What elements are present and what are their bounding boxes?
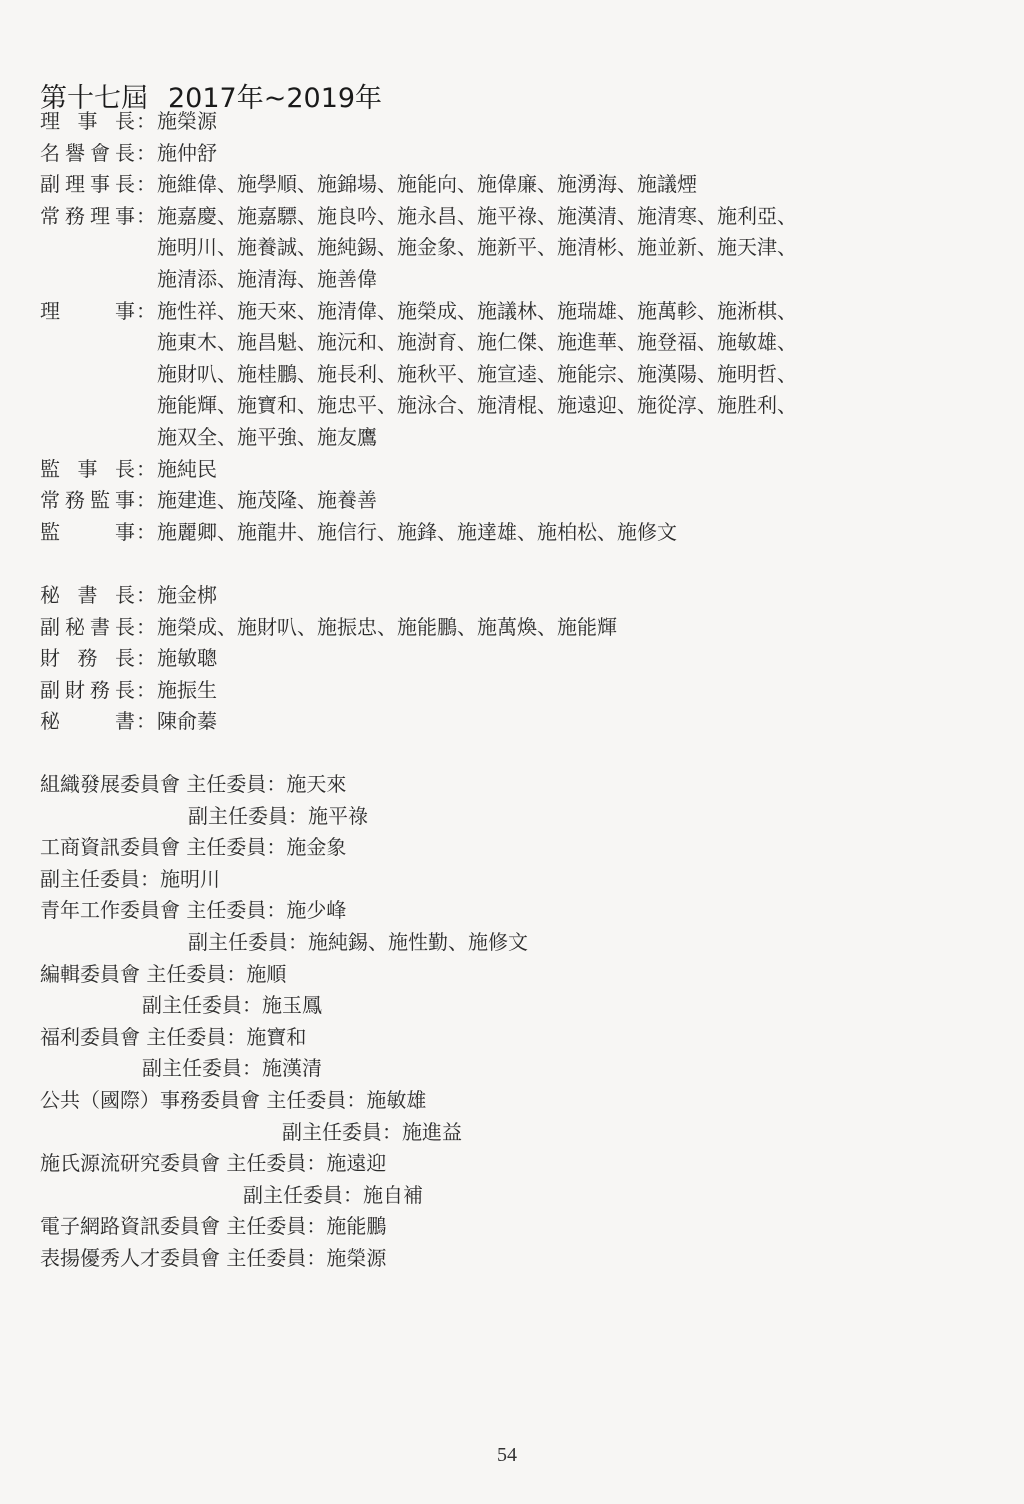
role-label-char: 書 — [115, 709, 135, 734]
role-label-char: 事 — [115, 488, 135, 513]
role-label-char: 監 — [40, 456, 60, 481]
role-label — [40, 485, 135, 517]
member-names-line: 施金梆 — [157, 583, 217, 607]
role-label-char: 事 — [115, 298, 135, 323]
role-label-char: 長 — [115, 140, 135, 165]
member-names-line: 施仲舒 — [157, 140, 217, 165]
role-label-char: 理 — [40, 298, 60, 323]
role-label-char: 副 — [40, 677, 60, 702]
term-years: 2017年~2019年 — [168, 83, 383, 114]
role-label — [40, 675, 135, 707]
committee-line — [40, 1211, 528, 1243]
member-names-line: 施敏聰 — [157, 646, 217, 671]
committee-line — [40, 990, 528, 1022]
role-label-char: 監 — [90, 488, 110, 513]
committee-line — [40, 1053, 528, 1085]
member-names — [157, 706, 217, 738]
member-names-line: 陳俞蓁 — [157, 709, 217, 734]
role-label-char: 秘 — [40, 709, 60, 734]
committee-text: 表揚優秀人才委員會 主任委員：施榮源 — [40, 1245, 387, 1270]
page-number: 54 — [497, 1444, 517, 1466]
member-names-line: 施麗卿、施龍井、施信行、施鋒、施達雄、施柏松、施修文 — [157, 519, 677, 544]
member-names-line: 施明川、施養誠、施純錫、施金象、施新平、施清彬、施並新、施天津、 — [157, 235, 797, 260]
roster-row — [40, 580, 617, 612]
role-label-char: 譽 — [65, 140, 85, 165]
role-label — [40, 138, 135, 170]
role-label-char: 會 — [90, 140, 110, 165]
roster-row — [40, 201, 797, 296]
committee-text: 工商資訊委員會 主任委員：施金象 — [40, 835, 347, 860]
role-label — [40, 643, 135, 675]
roster-row — [40, 675, 617, 707]
roster-row — [40, 612, 617, 644]
member-names-line: 施振生 — [157, 677, 217, 702]
committee-line — [40, 864, 528, 896]
role-label-char: 財 — [40, 646, 60, 671]
role-label-char: 事 — [115, 519, 135, 544]
role-label-char: 秘 — [65, 614, 85, 639]
member-names — [157, 138, 217, 170]
role-label — [40, 612, 135, 644]
member-names-line: 施榮源 — [157, 109, 217, 133]
role-label-char: 長 — [115, 614, 135, 639]
member-names-line: 施能輝、施寶和、施忠平、施泳合、施清棍、施遠迎、施從淳、施胜利、 — [157, 393, 797, 418]
role-label-char: 長 — [115, 677, 135, 702]
member-names — [157, 580, 217, 612]
role-label-char: 書 — [77, 583, 98, 607]
member-names-line: 施維偉、施學順、施錦場、施能向、施偉廉、施湧海、施議煙 — [157, 172, 697, 197]
committee-text: 副主任委員：施平祿 — [188, 803, 368, 828]
member-names-line: 施建進、施茂隆、施養善 — [157, 488, 377, 513]
colon: ： — [136, 583, 156, 607]
member-names — [157, 643, 217, 675]
committee-text: 副主任委員：施純錫、施性勤、施修文 — [188, 929, 528, 954]
member-names-line: 施東木、施昌魁、施沅和、施澍育、施仁傑、施進華、施登福、施敏雄、 — [157, 330, 797, 355]
colon: ： — [136, 140, 156, 165]
member-names — [157, 612, 617, 644]
role-label-char: 事 — [90, 172, 110, 197]
member-names-line: 施榮成、施財叭、施振忠、施能鵬、施萬煥、施能輝 — [157, 614, 617, 639]
committee-line — [40, 1243, 528, 1275]
role-label-char: 理 — [90, 203, 110, 228]
colon: ： — [136, 709, 156, 734]
committee-line — [40, 1022, 528, 1054]
committee-text: 施氏源流研究委員會 主任委員：施遠迎 — [40, 1151, 387, 1176]
colon: ： — [136, 203, 156, 228]
member-names-line: 施財叭、施桂鵬、施長利、施秋平、施宣逵、施能宗、施漢陽、施明哲、 — [157, 361, 797, 386]
roster-row — [40, 706, 617, 738]
role-label-char: 常 — [40, 488, 60, 513]
committee-roster — [40, 769, 528, 1275]
role-label-char: 務 — [65, 488, 85, 513]
committee-text: 副主任委員：施玉鳳 — [142, 993, 322, 1018]
role-label-char: 事 — [115, 203, 135, 228]
member-names — [157, 517, 677, 549]
role-label-char: 務 — [65, 203, 85, 228]
committee-line — [40, 1180, 528, 1212]
roster-row — [40, 138, 797, 170]
role-label-char: 名 — [40, 140, 60, 165]
roster-row — [40, 454, 797, 486]
committee-text: 電子網路資訊委員會 主任委員：施能鵬 — [40, 1214, 387, 1239]
role-label-char: 長 — [115, 109, 135, 133]
role-label-char: 長 — [115, 172, 135, 197]
role-label-char: 秘 — [40, 583, 60, 607]
member-names — [157, 485, 377, 517]
committee-line — [40, 801, 528, 833]
role-label-char: 長 — [115, 456, 135, 481]
roster-row — [40, 517, 797, 549]
member-names — [157, 675, 217, 707]
role-label — [40, 517, 135, 549]
member-names — [157, 201, 797, 296]
role-label — [40, 706, 135, 738]
committee-text: 公共（國際）事務委員會 主任委員：施敏雄 — [40, 1087, 427, 1112]
role-label-char: 務 — [90, 677, 110, 702]
committee-text: 副主任委員：施明川 — [40, 866, 220, 891]
committee-line — [40, 959, 528, 991]
colon: ： — [136, 614, 156, 639]
colon: ： — [136, 519, 156, 544]
member-names — [157, 454, 217, 486]
committee-text: 副主任委員：施自補 — [243, 1182, 423, 1207]
committee-text: 副主任委員：施進益 — [282, 1119, 462, 1144]
role-label-char: 長 — [115, 583, 135, 607]
role-label — [40, 580, 135, 612]
member-names-line: 施双全、施平強、施友鷹 — [157, 424, 377, 449]
role-label-char: 事 — [77, 109, 98, 133]
staff-roster — [40, 580, 617, 738]
colon: ： — [136, 298, 156, 323]
colon: ： — [136, 456, 156, 481]
board-roster — [40, 106, 797, 548]
committee-text: 青年工作委員會 主任委員：施少峰 — [40, 898, 347, 923]
role-label-char: 副 — [40, 172, 60, 197]
role-label-char: 副 — [40, 614, 60, 639]
role-label — [40, 454, 135, 486]
role-label — [40, 201, 135, 233]
term-title: 第十七屆 — [40, 83, 148, 114]
roster-row — [40, 169, 797, 201]
role-label — [40, 296, 135, 328]
roster-row — [40, 485, 797, 517]
role-label-char: 長 — [115, 646, 135, 671]
role-label-char: 監 — [40, 519, 60, 544]
member-names-line: 施性祥、施天來、施清偉、施榮成、施議林、施瑞雄、施萬軫、施淅棋、 — [157, 298, 797, 323]
colon: ： — [136, 109, 156, 133]
roster-row — [40, 643, 617, 675]
role-label-char: 理 — [40, 109, 60, 133]
colon: ： — [136, 646, 156, 671]
member-names — [157, 169, 697, 201]
role-label — [40, 106, 135, 138]
member-names-line: 施嘉慶、施嘉驃、施良吟、施永昌、施平祿、施漢清、施清寒、施利亞、 — [157, 203, 797, 228]
committee-line — [40, 1085, 528, 1117]
role-label-char: 務 — [77, 646, 98, 671]
committee-text: 副主任委員：施漢清 — [142, 1056, 322, 1081]
committee-line — [40, 1117, 528, 1149]
role-label-char: 理 — [65, 172, 85, 197]
colon: ： — [136, 677, 156, 702]
committee-line — [40, 832, 528, 864]
committee-text: 組織發展委員會 主任委員：施天來 — [40, 772, 347, 796]
committee-text: 福利委員會 主任委員：施寶和 — [40, 1024, 307, 1049]
committee-line — [40, 895, 528, 927]
role-label-char: 常 — [40, 203, 60, 228]
committee-line — [40, 769, 528, 801]
role-label-char: 事 — [77, 456, 98, 481]
committee-line — [40, 927, 528, 959]
roster-row — [40, 296, 797, 454]
member-names — [157, 106, 217, 138]
colon: ： — [136, 172, 156, 197]
role-label — [40, 169, 135, 201]
member-names-line: 施純民 — [157, 456, 217, 481]
role-label-char: 書 — [90, 614, 110, 639]
committee-line — [40, 1148, 528, 1180]
committee-text: 編輯委員會 主任委員：施順 — [40, 961, 287, 986]
roster-row — [40, 106, 797, 138]
role-label-char: 財 — [65, 677, 85, 702]
member-names — [157, 296, 797, 454]
colon: ： — [136, 488, 156, 513]
member-names-line: 施清添、施清海、施善偉 — [157, 266, 377, 291]
